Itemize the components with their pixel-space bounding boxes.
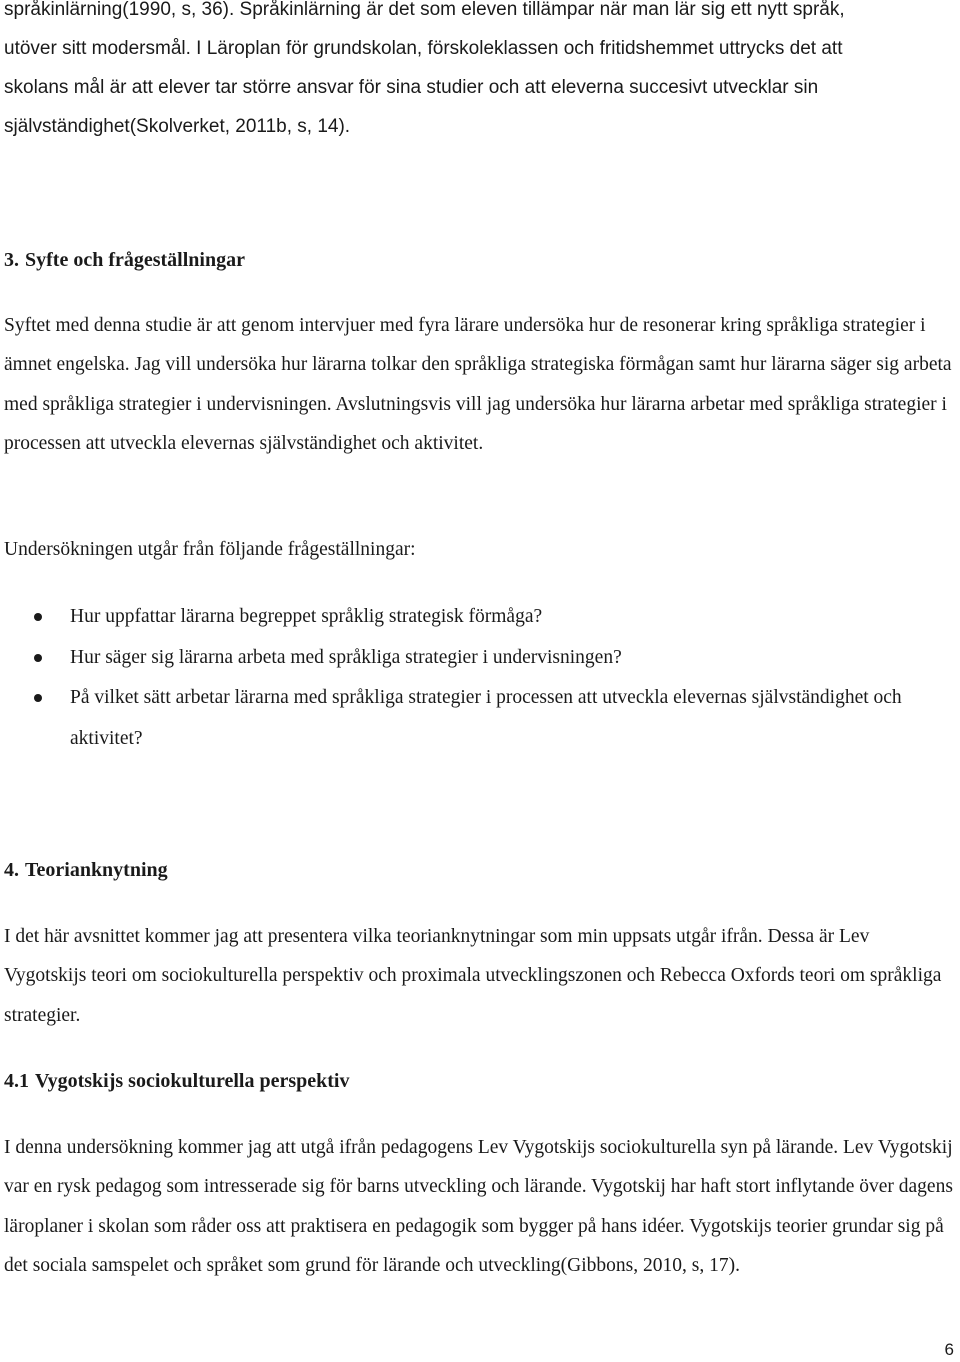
intro-line: utöver sitt modersmål. I Läroplan för grundskolan, förskoleklassen och fritidshemmet uttrycks det att [4,38,843,59]
question-text: På vilket sätt arbetar lärarna med språkliga strategier i processen att utveckla elevernas självständighet och aktivitet? [70,687,902,749]
intro-line: språkinlärning(1990, s, 36). Språkinlärning är det som eleven tillämpar när man lär sig ett nytt språk, [4,0,845,20]
section-4-1-paragraph: I denna undersökning kommer jag att utgå ifrån pedagogens Lev Vygotskijs sociokulturella syn på lärande. Lev Vygotskij var en rysk pedagog som intresserade sig för barns utveckling och lärande. Vygotskij har haft stort inflytande över dagens läroplaner i skolan som råder oss att praktisera en pedagogik som bygger på hans idéer. Vygotskijs teorier grundar sig på det sociala samspelet och språket som grund för lärande och utveckling(Gibbons, 2010, s, 17). [4,1137,953,1276]
bullet-icon [34,694,42,702]
intro-paragraph [4,0,956,146]
question-text: Hur säger sig lärarna arbeta med språkliga strategier i undervisningen? [70,646,622,668]
question-list [4,597,956,759]
page-number: 6 [944,1340,954,1359]
list-item [4,638,956,679]
list-item [4,597,956,638]
section-4-number: 4. [4,859,19,881]
section-3-heading [4,248,245,272]
section-4-paragraph: I det här avsnittet kommer jag att presentera vilka teorianknytningar som min uppsats utgår ifrån. Dessa är Lev Vygotskijs teori om sociokulturella perspektiv och proximala utvecklingszonen och Rebecca Oxfords teori om språkliga strategier. [4,926,942,1026]
section-4-1-number: 4.1 [4,1070,29,1092]
bullet-icon [34,654,42,662]
section-3-paragraph: Syftet med denna studie är att genom intervjuer med fyra lärare undersöka hur de resonerar kring språkliga strategier i ämnet engelska. Jag vill undersöka hur lärarna tolkar den språkliga strategiska förmågan samt hur lärarna säger sig arbeta med språkliga strategier i undervisningen. Avslutningsvis vill jag undersöka hur lärarna arbetar med språkliga strategier i processen att utveckla elevernas självständighet och aktivitet. [4,315,952,454]
section-4-1-title: Vygotskijs sociokulturella perspektiv [35,1070,350,1092]
question-text: Hur uppfattar lärarna begreppet språklig strategisk förmåga? [70,606,543,627]
section-3-number: 3. [4,249,19,271]
intro-line: skolans mål är att elever tar större ansvar för sina studier och att eleverna succesivt utvecklar sin [4,77,819,98]
bullet-icon [34,613,42,621]
section-4-title: Teorianknytning [25,859,168,881]
intro-line: självständighet(Skolverket, 2011b, s, 14). [4,116,351,137]
section-4-1-heading [4,1069,349,1093]
questions-intro: Undersökningen utgår från följande frågeställningar: [4,539,416,560]
section-3-title: Syfte och frågeställningar [25,249,245,271]
section-4-heading [4,858,168,882]
list-item [4,678,956,759]
